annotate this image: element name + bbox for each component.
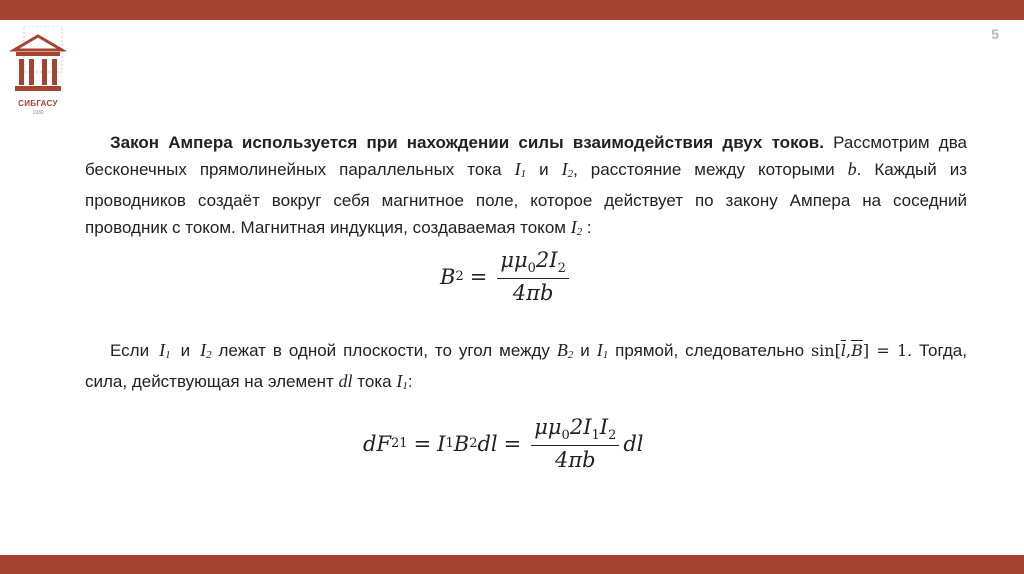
formula-symbol: B xyxy=(440,264,456,289)
fraction xyxy=(531,415,619,472)
formula-magnetic-induction xyxy=(440,248,573,305)
formula-sub: 2 xyxy=(557,261,566,276)
formula-sub: 2 xyxy=(469,436,478,451)
paragraph-ampere-law xyxy=(85,130,967,246)
logo-year: 1930 xyxy=(32,110,44,116)
fraction xyxy=(497,248,569,305)
formula-sub: 2 xyxy=(608,428,617,443)
comma: , xyxy=(845,341,852,360)
top-accent-bar xyxy=(0,0,1024,20)
bottom-accent-bar xyxy=(0,555,1024,574)
text: Рассмотрим два бесконечных прямолинейных параллельных тока xyxy=(85,133,967,180)
denominator: 4πb xyxy=(554,448,596,472)
formula-sub: 0 xyxy=(561,428,570,443)
text: , расстояние между которыми xyxy=(573,160,848,180)
sub: 1 xyxy=(520,168,527,181)
var-I: I xyxy=(570,217,577,238)
text: : xyxy=(407,372,413,392)
equals-one: = 1 xyxy=(869,341,908,360)
building-emblem-icon xyxy=(10,26,66,98)
sub: 2 xyxy=(206,349,212,361)
formula-sub: 1 xyxy=(591,428,600,443)
sub: 2 xyxy=(567,168,574,181)
formula-sub: 0 xyxy=(527,261,536,276)
formula-symbol: dl xyxy=(623,431,644,456)
text: и xyxy=(573,341,597,360)
equals-sign: = xyxy=(503,431,522,456)
var-B: B xyxy=(556,340,568,360)
var-I: I xyxy=(596,340,603,360)
formula-symbol: 2I xyxy=(569,415,592,439)
sin-expression: $\sin[\overline{l},\overline{B}] = 1$ xyxy=(810,341,908,360)
text: и xyxy=(180,341,191,360)
formula-symbol: μμ xyxy=(534,415,562,439)
formula-symbol: dF xyxy=(363,431,392,456)
text: прямой, следовательно xyxy=(608,341,811,360)
numerator xyxy=(531,415,619,446)
paragraph-force xyxy=(85,337,967,400)
text: Если xyxy=(110,341,150,360)
text: . Каждый из проводников создаёт вокруг себя магнитное поле, которое действует по закону Ампера на соседний проводник с током. Магнитная индукция, создаваемая током xyxy=(85,160,967,238)
denominator: 4πb xyxy=(512,281,554,305)
sub: 1 xyxy=(602,349,609,361)
sub: 1 xyxy=(165,349,171,361)
var-dl: dl xyxy=(338,371,353,392)
logo-text: СИБГАСУ xyxy=(18,99,58,108)
text: : xyxy=(582,218,592,238)
var-I: I xyxy=(561,159,568,180)
text: лежат в одной плоскости, то угол между xyxy=(211,341,557,360)
text: . Тогда, сила, действующая на элемент xyxy=(85,341,967,392)
page-number: 5 xyxy=(991,26,999,42)
formula-symbol: I xyxy=(599,415,609,439)
text: тока xyxy=(352,372,397,392)
equals-sign: = xyxy=(469,264,488,289)
formula-sub: 2 xyxy=(455,269,464,284)
sin: sin xyxy=(810,341,835,360)
formula-symbol: μμ xyxy=(500,248,528,272)
formula-force xyxy=(363,415,644,472)
equals-sign: = xyxy=(413,431,432,456)
formula-sub: 1 xyxy=(445,436,454,451)
formula-symbol: I xyxy=(437,431,446,456)
lead-sentence: Закон Ампера используется при нахождении силы взаимодействия двух токов. xyxy=(110,133,824,152)
sub: 2 xyxy=(576,226,583,239)
vec-B: $\overline{B}$ xyxy=(851,341,863,360)
formula-sub: 21 xyxy=(391,436,408,451)
numerator xyxy=(497,248,569,279)
formula-symbol: B xyxy=(453,431,470,456)
var-b: b xyxy=(847,159,857,180)
formula-symbol: 2I xyxy=(535,248,558,272)
var-I: I xyxy=(200,340,207,360)
var-I: I xyxy=(159,340,166,360)
university-logo xyxy=(10,26,66,118)
var-I: I xyxy=(514,159,521,180)
formula-symbol: dl xyxy=(477,431,498,456)
sub: 2 xyxy=(567,349,574,361)
sub: 1 xyxy=(402,380,408,393)
text: и xyxy=(526,160,562,180)
vec-l: $\overline{l}$ xyxy=(840,341,846,360)
var-I: I xyxy=(396,371,403,392)
